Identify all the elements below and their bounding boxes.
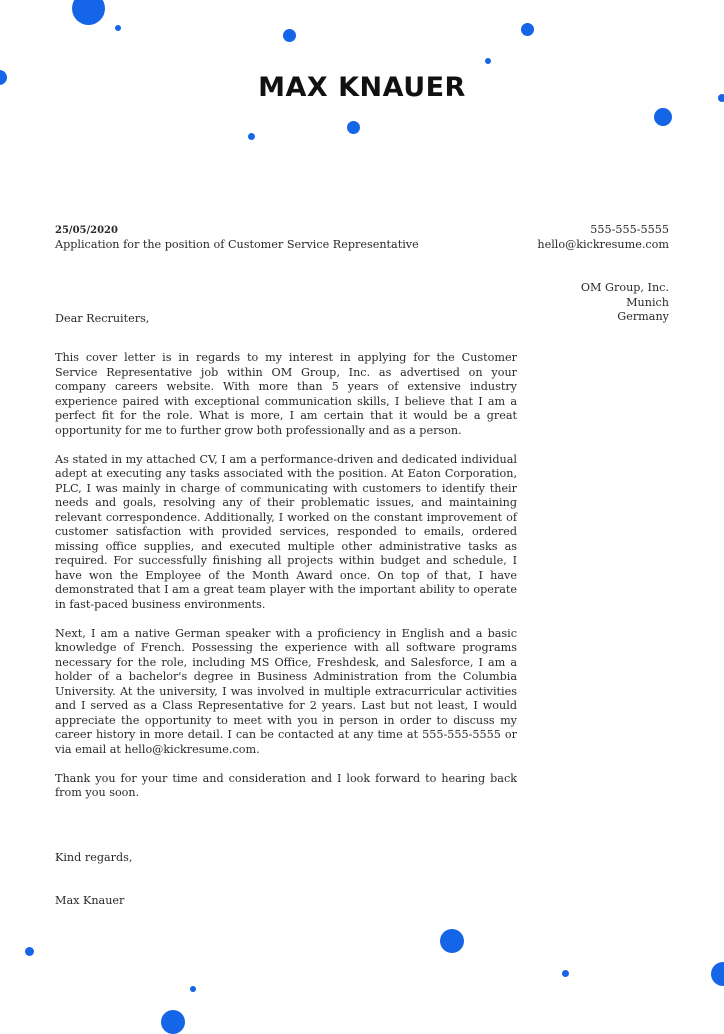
letter-subject: Application for the position of Customer Service Representative <box>55 238 419 251</box>
decorative-dot <box>521 23 534 36</box>
letter-header <box>55 224 419 252</box>
closing: Kind regards, <box>55 851 133 864</box>
signature: Max Knauer <box>55 894 125 907</box>
recipient-address <box>581 281 669 325</box>
email-address: hello@kickresume.com <box>537 237 669 251</box>
decorative-dot <box>347 121 360 134</box>
decorative-dot <box>115 25 121 31</box>
recipient-city: Munich <box>626 295 669 309</box>
decorative-dot <box>440 929 464 953</box>
decorative-dot <box>190 986 196 992</box>
decorative-dot <box>711 962 724 986</box>
body-paragraph: Thank you for your time and consideration and I look forward to hearing back from you soon. <box>55 771 517 799</box>
body-paragraph: This cover letter is in regards to my interest in applying for the Customer Service Representative job within OM Group, Inc. as advertised on your company careers website. With more than 5 years of extensive industry experience paired with exceptional communication skills, I believe that I am a perfect fit for the role. What is more, I am certain that it would be a great opportunity for me to further grow both professionally and as a person. <box>55 351 517 437</box>
decorative-dot <box>485 58 491 64</box>
decorative-dot <box>72 0 105 25</box>
decorative-dot <box>25 947 34 956</box>
decorative-dot <box>283 29 296 42</box>
body-paragraph: Next, I am a native German speaker with a proficiency in English and a basic knowledge of French. Possessing the experience with all software programs necessary for the role, including MS Office, Freshdesk, and Salesforce, I am a holder of a bachelor's degree in Business Administration from the Columbia University. At the university, I was involved in multiple extracurricular activities and I served as a Class Representative for 2 years. Last but not least, I would appreciate the opportunity to meet with you in person in order to discuss my career history in more detail. I can be contacted at any time at 555-555-5555 or via email at hello@kickresume.com. <box>55 626 517 756</box>
letter-date: 25/05/2020 <box>55 225 118 236</box>
decorative-dot <box>654 108 672 126</box>
decorative-dot <box>562 970 569 977</box>
decorative-dot <box>248 133 255 140</box>
recipient-country: Germany <box>617 310 669 323</box>
letter-body <box>55 351 517 815</box>
body-paragraph: As stated in my attached CV, I am a performance-driven and dedicated individual adept at executing any tasks associated with the position. At Eaton Corporation, PLC, I was mainly in charge of communicating with customers to identify their needs and goals, resolving any of their problematic issues, and maintaining relevant correspondence. Additionally, I worked on the constant improvement of customer satisfaction with provided services, responded to emails, ordered missing office supplies, and executed multiple other administrative tasks as required. For successfully finishing all projects within budget and schedule, I have won the Employee of the Month Award once. On top of that, I have demonstrated that I am a great team player with the important ability to operate in fast-paced business environments. <box>55 452 517 611</box>
phone-number: 555-555-5555 <box>590 223 669 236</box>
salutation: Dear Recruiters, <box>55 312 150 325</box>
recipient-company: OM Group, Inc. <box>580 281 669 294</box>
decorative-dot <box>161 1010 185 1034</box>
applicant-name: MAX KNAUER <box>258 72 466 103</box>
contact-info <box>537 223 669 252</box>
